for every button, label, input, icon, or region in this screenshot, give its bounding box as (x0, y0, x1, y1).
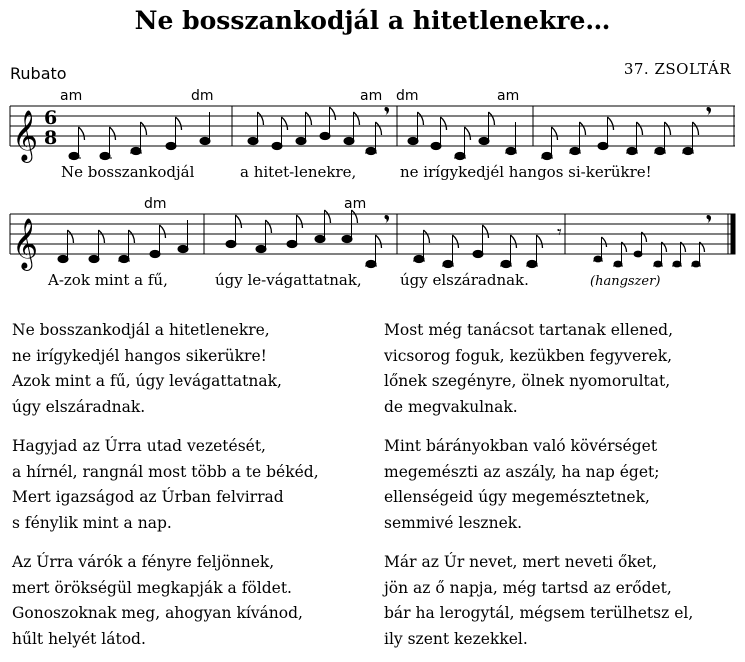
time-sig-bottom: 8 (44, 127, 58, 149)
chord-symbol: am (360, 88, 383, 104)
treble-clef-icon: 𝄞 (12, 218, 39, 269)
verse-line: Mert igazságod az Úrban felvirrad (12, 488, 284, 506)
lyric-line-1-part-2: a hitet-lenekre, (240, 163, 357, 181)
verse-2 (384, 318, 673, 420)
verse-1 (12, 318, 282, 420)
verse-line: jön az ő napja, még tartsd az erődet, (384, 578, 672, 597)
verse-line: lőnek szegényre, ölnek nyomorultat, (384, 372, 671, 390)
verse-line: mert örökségül megkapják a földet. (12, 578, 292, 597)
eighth-rest-icon: 𝄾 (557, 222, 562, 243)
verse-line: Gonoszoknak meg, ahogyan kívánod, (12, 604, 303, 622)
lyric-line-2-part-3: úgy elszáradnak. (400, 271, 529, 289)
lyric-line-2-part-1: A-zok mint a fű, (48, 271, 168, 289)
chord-symbol: am (497, 88, 520, 104)
lyric-line-1-part-1: Ne bosszankodjál (61, 163, 195, 181)
tempo-marking: Rubato (10, 64, 67, 83)
verse-line: a hírnél, rangnál most több a te békéd, (12, 462, 319, 481)
verse-line: de megvakulnak. (384, 397, 518, 416)
verse-line: bár ha lerogytál, mégsem terülhetsz el, (384, 604, 694, 622)
lyric-line-2-part-2: úgy le-vágattatnak, (215, 271, 362, 289)
verse-line: hűlt helyét látod. (12, 629, 146, 648)
verse-line: s fénylik mint a nap. (12, 513, 172, 532)
verse-line: Most még tanácsot tartanak ellened, (384, 321, 674, 339)
verse-line: Az Úrra várók a fényre feljönnek, (12, 553, 275, 571)
song-title: Ne bosszankodjál a hitetlenekre… (134, 6, 611, 35)
treble-clef-icon: 𝄞 (12, 110, 39, 161)
breath-mark-icons (385, 215, 712, 224)
verse-line: úgy elszáradnak. (12, 397, 146, 416)
verse-line: semmivé lesznek. (384, 513, 523, 532)
verse-line: ne irígykedjél hangos sikerükre! (12, 346, 267, 365)
chord-symbol: am (60, 88, 83, 104)
verse-line: Ne bosszankodjál a hitetlenekre, (12, 321, 270, 339)
verse-line: vicsorog foguk, kezükben fegyverek, (384, 346, 673, 365)
verse-line: ily szent kezekkel. (384, 629, 528, 648)
verse-3 (12, 434, 319, 536)
verse-5 (12, 550, 303, 652)
psalm-number: 37. ZSOLTÁR (623, 60, 731, 78)
chord-symbol: dm (144, 196, 167, 212)
verse-line: Azok mint a fű, úgy levágattatnak, (12, 372, 282, 390)
time-sig-top: 6 (44, 107, 58, 129)
chord-symbol: dm (396, 88, 419, 104)
verse-line: ellenségeid úgy megemésztetnek, (384, 488, 650, 506)
verse-6 (384, 550, 693, 652)
verse-line: Hagyjad az Úrra utad vezetését, (12, 437, 266, 455)
verse-line: Mint bárányokban való kövérséget (384, 437, 658, 455)
lyric-line-1-part-3: ne irígykedjél hangos si-kerükre! (400, 163, 652, 181)
instrument-label: (hangszer) (590, 274, 661, 289)
verse-line: Már az Úr nevet, mert neveti őket, (384, 553, 658, 571)
chord-symbol: dm (191, 88, 214, 104)
verse-4 (384, 434, 659, 536)
chord-symbol: am (344, 196, 367, 212)
breath-mark-icons (385, 107, 712, 116)
verse-line: megemészti az aszály, ha nap éget; (384, 462, 660, 481)
